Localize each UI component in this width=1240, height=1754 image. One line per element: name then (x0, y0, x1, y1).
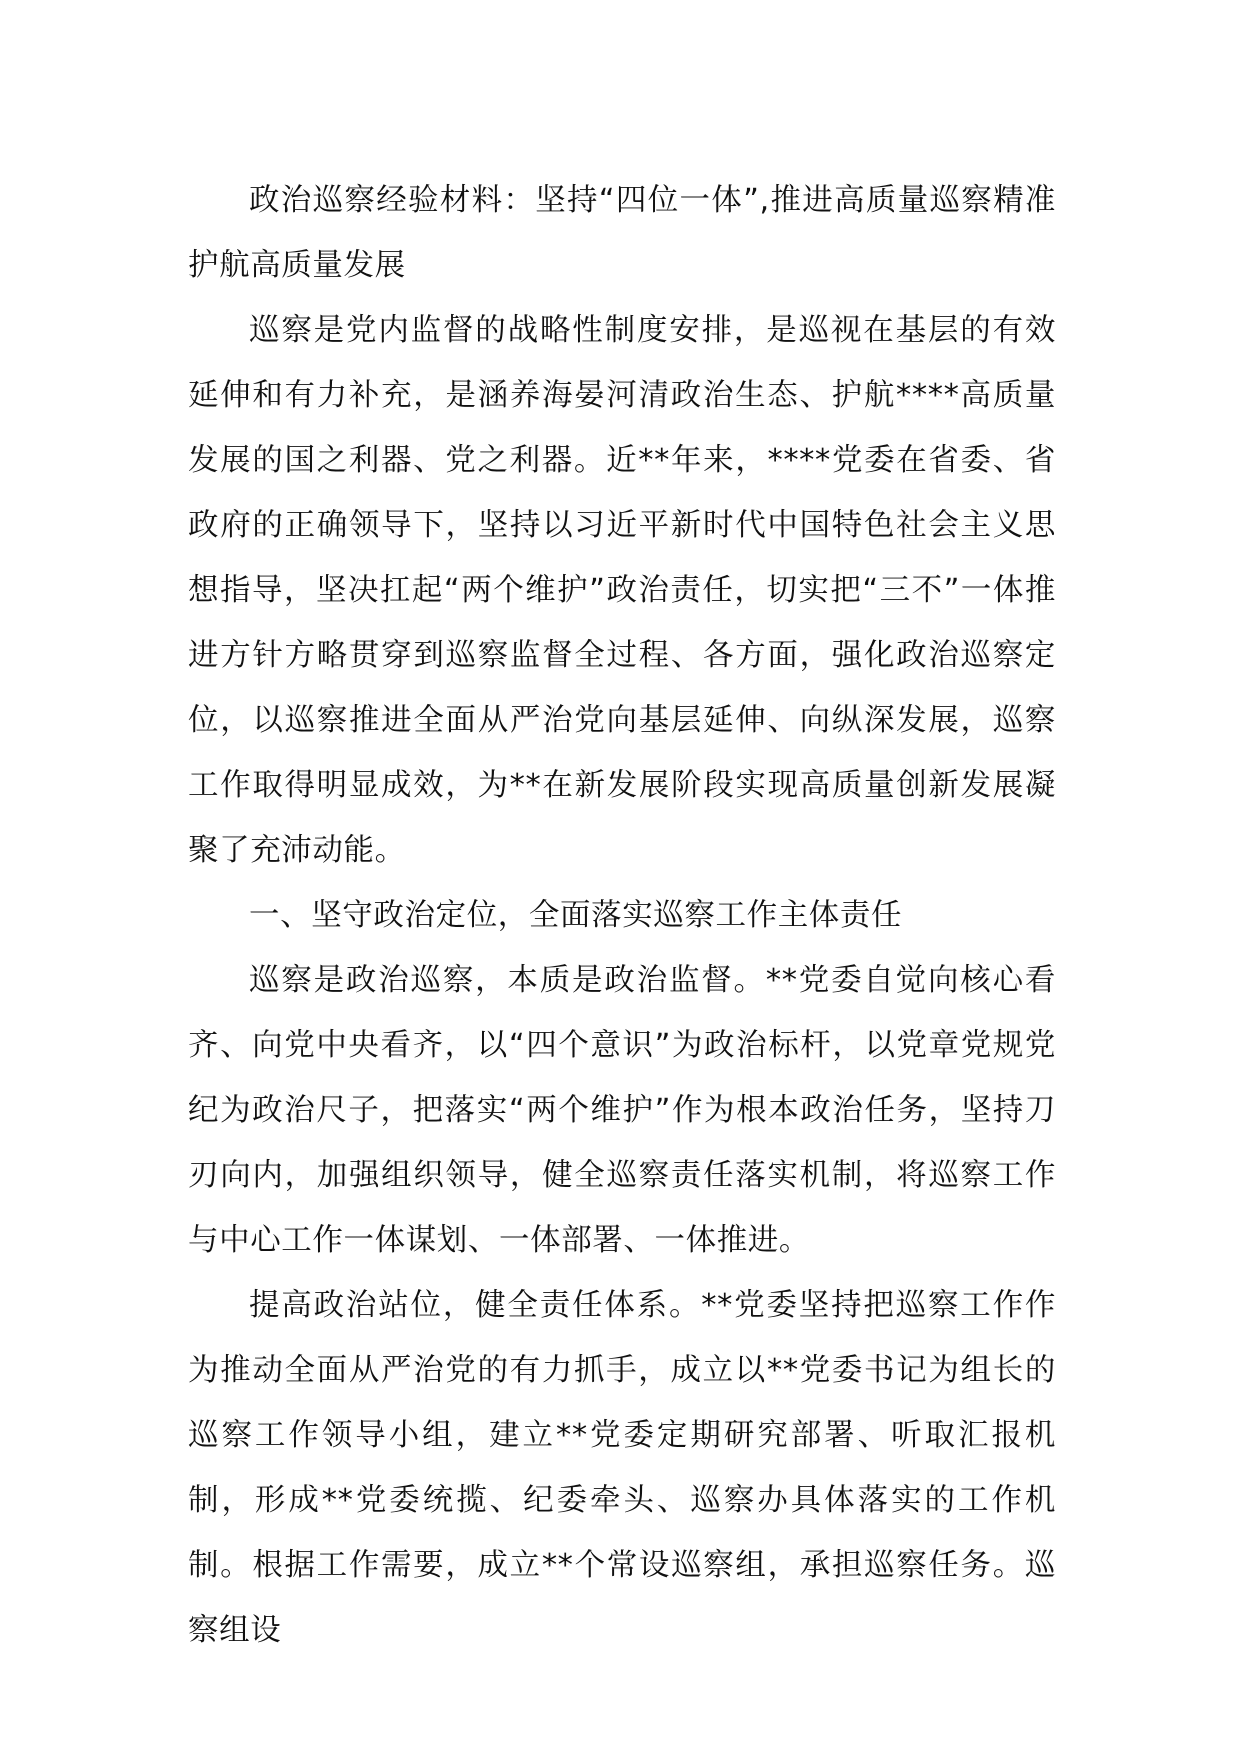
document-body (188, 168, 1056, 1663)
paragraph-political-inspection: 巡察是政治巡察，本质是政治监督。**党委自觉向核心看齐、向党中央看齐，以“四个意识”为政治标杆，以党章党规党纪为政治尺子，把落实“两个维护”作为根本政治任务，坚持刀刃向内，加强组织领导，健全巡察责任落实机制，将巡察工作与中心工作一体谋划、一体部署、一体推进。 (188, 963, 1056, 1258)
document-title: 政治巡察经验材料：坚持“四位一体”,推进高质量巡察精准护航高质量发展 (188, 183, 1056, 283)
paragraph-responsibility-system: 提高政治站位，健全责任体系。**党委坚持把巡察工作作为推动全面从严治党的有力抓手，成立以**党委书记为组长的巡察工作领导小组，建立**党委定期研究部署、听取汇报机制，形成**党委统揽、纪委牵头、巡察办具体落实的工作机制。根据工作需要，成立**个常设巡察组，承担巡察任务。巡察组设 (188, 1288, 1056, 1648)
section-heading-1: 一、坚守政治定位，全面落实巡察工作主体责任 (249, 898, 903, 933)
paragraph-intro: 巡察是党内监督的战略性制度安排，是巡视在基层的有效延伸和有力补充，是涵养海晏河清政治生态、护航****高质量发展的国之利器、党之利器。近**年来，****党委在省委、省政府的正确领导下，坚持以习近平新时代中国特色社会主义思想指导，坚决扛起“两个维护”政治责任，切实把“三不”一体推进方针方略贯穿到巡察监督全过程、各方面，强化政治巡察定位，以巡察推进全面从严治党向基层延伸、向纵深发展，巡察工作取得明显成效，为**在新发展阶段实现高质量创新发展凝聚了充沛动能。 (188, 313, 1056, 868)
